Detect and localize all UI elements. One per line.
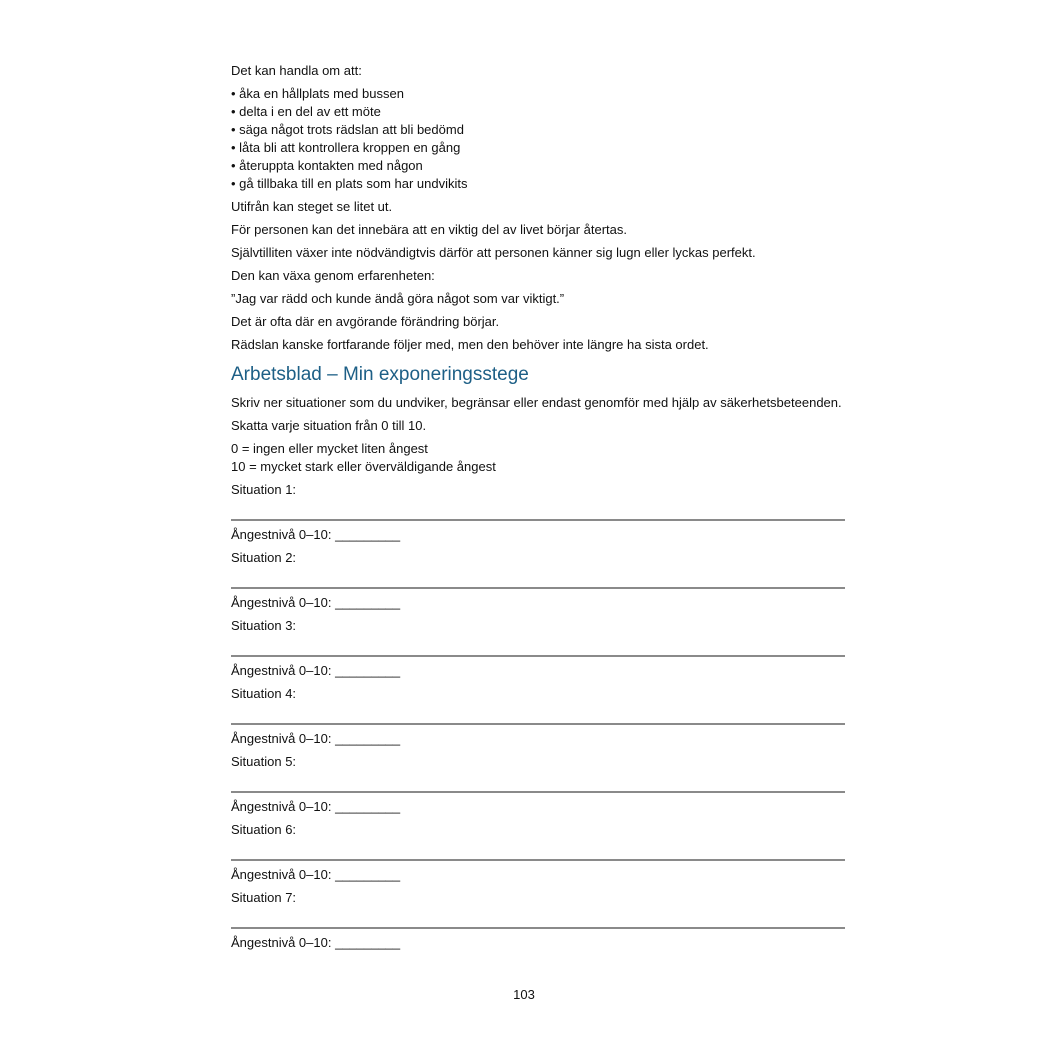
- page-number: 103: [513, 987, 535, 1002]
- situation-block: [231, 889, 845, 952]
- intro-lead: Det kan handla om att:: [231, 63, 362, 78]
- bullet-item: • åka en hållplats med bussen: [231, 85, 845, 103]
- bullet-item: • delta i en del av ett möte: [231, 103, 845, 121]
- body-paragraph: Rädslan kanske fortfarande följer med, men den behöver inte längre ha sista ordet.: [231, 337, 709, 352]
- situation-label: Situation 7:: [231, 890, 297, 905]
- situation-label: Situation 3:: [231, 618, 297, 633]
- anxiety-level-field[interactable]: Ångestnivå 0–10: _________: [231, 867, 401, 882]
- situation-write-line[interactable]: [231, 655, 845, 657]
- situation-write-line[interactable]: [231, 927, 845, 929]
- situation-block: [231, 617, 845, 680]
- rating-scale: [231, 440, 845, 476]
- situation-label: Situation 2:: [231, 550, 297, 565]
- situation-label: Situation 4:: [231, 686, 297, 701]
- intro-bullet-list: [231, 85, 845, 193]
- situation-block: [231, 821, 845, 884]
- scale-low: 0 = ingen eller mycket liten ångest: [231, 441, 428, 456]
- body-paragraph: Självtilliten växer inte nödvändigtvis därför att personen känner sig lugn eller lyckas perfekt.: [231, 245, 756, 260]
- situation-label: Situation 6:: [231, 822, 297, 837]
- anxiety-level-field[interactable]: Ångestnivå 0–10: _________: [231, 527, 401, 542]
- bullet-item: • gå tillbaka till en plats som har undvikits: [231, 175, 845, 193]
- situation-write-line[interactable]: [231, 859, 845, 861]
- situation-block: [231, 753, 845, 816]
- situation-label: Situation 5:: [231, 754, 297, 769]
- body-paragraph: För personen kan det innebära att en viktig del av livet börjar återtas.: [231, 222, 627, 237]
- situation-block: [231, 481, 845, 544]
- situation-write-line[interactable]: [231, 791, 845, 793]
- worksheet-instruction: Skriv ner situationer som du undviker, begränsar eller endast genomför med hjälp av säkerhetsbeteenden.: [231, 395, 842, 410]
- situation-block: [231, 549, 845, 612]
- anxiety-level-field[interactable]: Ångestnivå 0–10: _________: [231, 595, 401, 610]
- situation-label: Situation 1:: [231, 482, 297, 497]
- anxiety-level-field[interactable]: Ångestnivå 0–10: _________: [231, 799, 401, 814]
- situation-write-line[interactable]: [231, 587, 845, 589]
- situation-block: [231, 685, 845, 748]
- bullet-item: • återuppta kontakten med någon: [231, 157, 845, 175]
- situation-write-line[interactable]: [231, 519, 845, 521]
- rating-instruction: Skatta varje situation från 0 till 10.: [231, 418, 427, 433]
- bullet-item: • låta bli att kontrollera kroppen en gång: [231, 139, 845, 157]
- worksheet-title: Arbetsblad – Min exponeringsstege: [231, 364, 529, 385]
- bullet-item: • säga något trots rädslan att bli bedömd: [231, 121, 845, 139]
- body-paragraph: Det är ofta där en avgörande förändring börjar.: [231, 314, 500, 329]
- body-paragraph: Den kan växa genom erfarenheten:: [231, 268, 435, 283]
- scale-high: 10 = mycket stark eller överväldigande ångest: [231, 459, 496, 474]
- body-paragraph: Utifrån kan steget se litet ut.: [231, 199, 393, 214]
- anxiety-level-field[interactable]: Ångestnivå 0–10: _________: [231, 935, 401, 950]
- document-page: [231, 62, 845, 957]
- situation-write-line[interactable]: [231, 723, 845, 725]
- body-paragraph: ”Jag var rädd och kunde ändå göra något som var viktigt.”: [231, 291, 565, 306]
- anxiety-level-field[interactable]: Ångestnivå 0–10: _________: [231, 731, 401, 746]
- anxiety-level-field[interactable]: Ångestnivå 0–10: _________: [231, 663, 401, 678]
